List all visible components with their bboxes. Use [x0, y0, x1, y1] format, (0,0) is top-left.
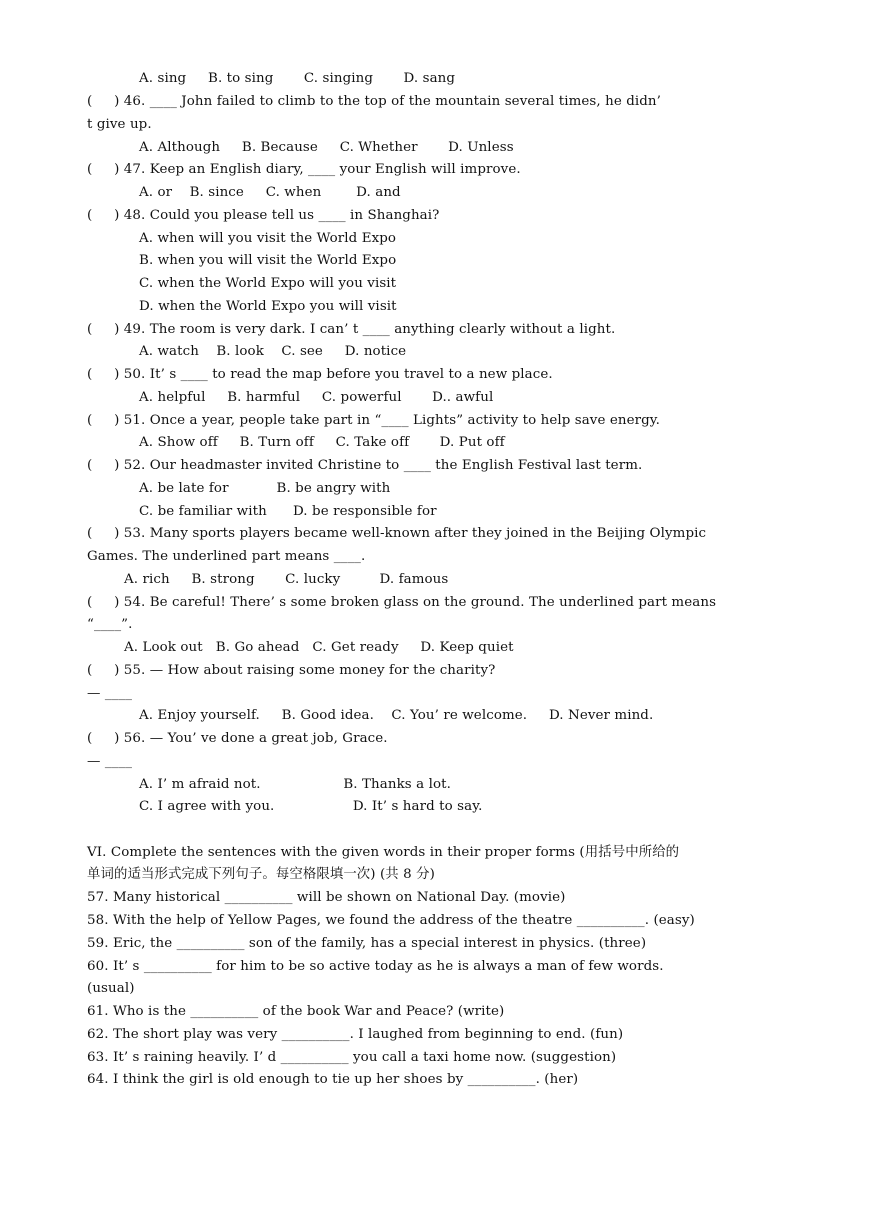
- q63: 63. It’ s raining heavily. I’ d __________ you call a taxi home now. (suggestion): [87, 1050, 617, 1065]
- q51-stem: ( ) 51. Once a year, people take part in “____ Lights” activity to help save energy.: [87, 413, 661, 428]
- q56-stem: ( ) 56. — You’ ve done a great job, Grace.: [87, 731, 388, 746]
- q60-cont: (usual): [87, 981, 135, 996]
- q57: 57. Many historical __________ will be shown on National Day. (movie): [87, 890, 566, 905]
- q56-options-row2: C. I agree with you. D. It’ s hard to say.: [139, 799, 483, 814]
- q48-option-d: D. when the World Expo you will visit: [139, 299, 397, 314]
- q58: 58. With the help of Yellow Pages, we found the address of the theatre __________. (easy): [87, 913, 695, 928]
- q46-stem-cont: t give up.: [87, 117, 152, 132]
- q54-stem-cont: “____”.: [87, 617, 133, 632]
- q48-option-c: C. when the World Expo will you visit: [139, 276, 397, 291]
- q53-options: A. rich B. strong C. lucky D. famous: [124, 572, 449, 587]
- q55-reply: — ____: [87, 686, 133, 701]
- section-vi-heading-cont: 单词的适当形式完成下列句子。每空格限填一次) (共 8 分): [87, 867, 435, 882]
- q48-stem: ( ) 48. Could you please tell us ____ in Shanghai?: [87, 208, 440, 223]
- q48-option-b: B. when you will visit the World Expo: [139, 253, 397, 268]
- q50-options: A. helpful B. harmful C. powerful D.. awful: [139, 390, 494, 405]
- q47-stem: ( ) 47. Keep an English diary, ____ your English will improve.: [87, 162, 521, 177]
- q53-stem: ( ) 53. Many sports players became well-known after they joined in the Beijing Olympic: [87, 526, 707, 541]
- q54-options: A. Look out B. Go ahead C. Get ready D. Keep quiet: [124, 640, 514, 655]
- q46-stem: ( ) 46. ____ John failed to climb to the top of the mountain several times, he didn’: [87, 94, 662, 109]
- q54-stem: ( ) 54. Be careful! There’ s some broken glass on the ground. The underlined part means: [87, 595, 717, 610]
- q61: 61. Who is the __________ of the book War and Peace? (write): [87, 1004, 505, 1019]
- q49-options: A. watch B. look C. see D. notice: [139, 344, 407, 359]
- q60: 60. It’ s __________ for him to be so active today as he is always a man of few words.: [87, 959, 664, 974]
- q56-reply: — ____: [87, 754, 133, 769]
- q55-options: A. Enjoy yourself. B. Good idea. C. You’ re welcome. D. Never mind.: [139, 708, 654, 723]
- q64: 64. I think the girl is old enough to tie up her shoes by __________. (her): [87, 1072, 579, 1087]
- q45-options: A. sing B. to sing C. singing D. sang: [139, 71, 456, 86]
- q47-options: A. or B. since C. when D. and: [139, 185, 401, 200]
- q52-options-row2: C. be familiar with D. be responsible for: [139, 504, 437, 519]
- q55-stem: ( ) 55. — How about raising some money for the charity?: [87, 663, 496, 678]
- q53-stem-cont: Games. The underlined part means ____.: [87, 549, 366, 564]
- q62: 62. The short play was very __________. I laughed from beginning to end. (fun): [87, 1027, 624, 1042]
- q56-options-row1: A. I’ m afraid not. B. Thanks a lot.: [139, 777, 451, 792]
- q48-option-a: A. when will you visit the World Expo: [139, 231, 397, 246]
- section-vi-heading: VI. Complete the sentences with the given words in their proper forms (用括号中所给的: [87, 845, 680, 860]
- q52-options-row1: A. be late for B. be angry with: [139, 481, 391, 496]
- q59: 59. Eric, the __________ son of the family, has a special interest in physics. (three): [87, 936, 647, 951]
- q51-options: A. Show off B. Turn off C. Take off D. Put off: [139, 435, 505, 450]
- q50-stem: ( ) 50. It’ s ____ to read the map before you travel to a new place.: [87, 367, 553, 382]
- q52-stem: ( ) 52. Our headmaster invited Christine to ____ the English Festival last term.: [87, 458, 643, 473]
- q49-stem: ( ) 49. The room is very dark. I can’ t ____ anything clearly without a light.: [87, 322, 616, 337]
- q46-options: A. Although B. Because C. Whether D. Unless: [139, 140, 514, 155]
